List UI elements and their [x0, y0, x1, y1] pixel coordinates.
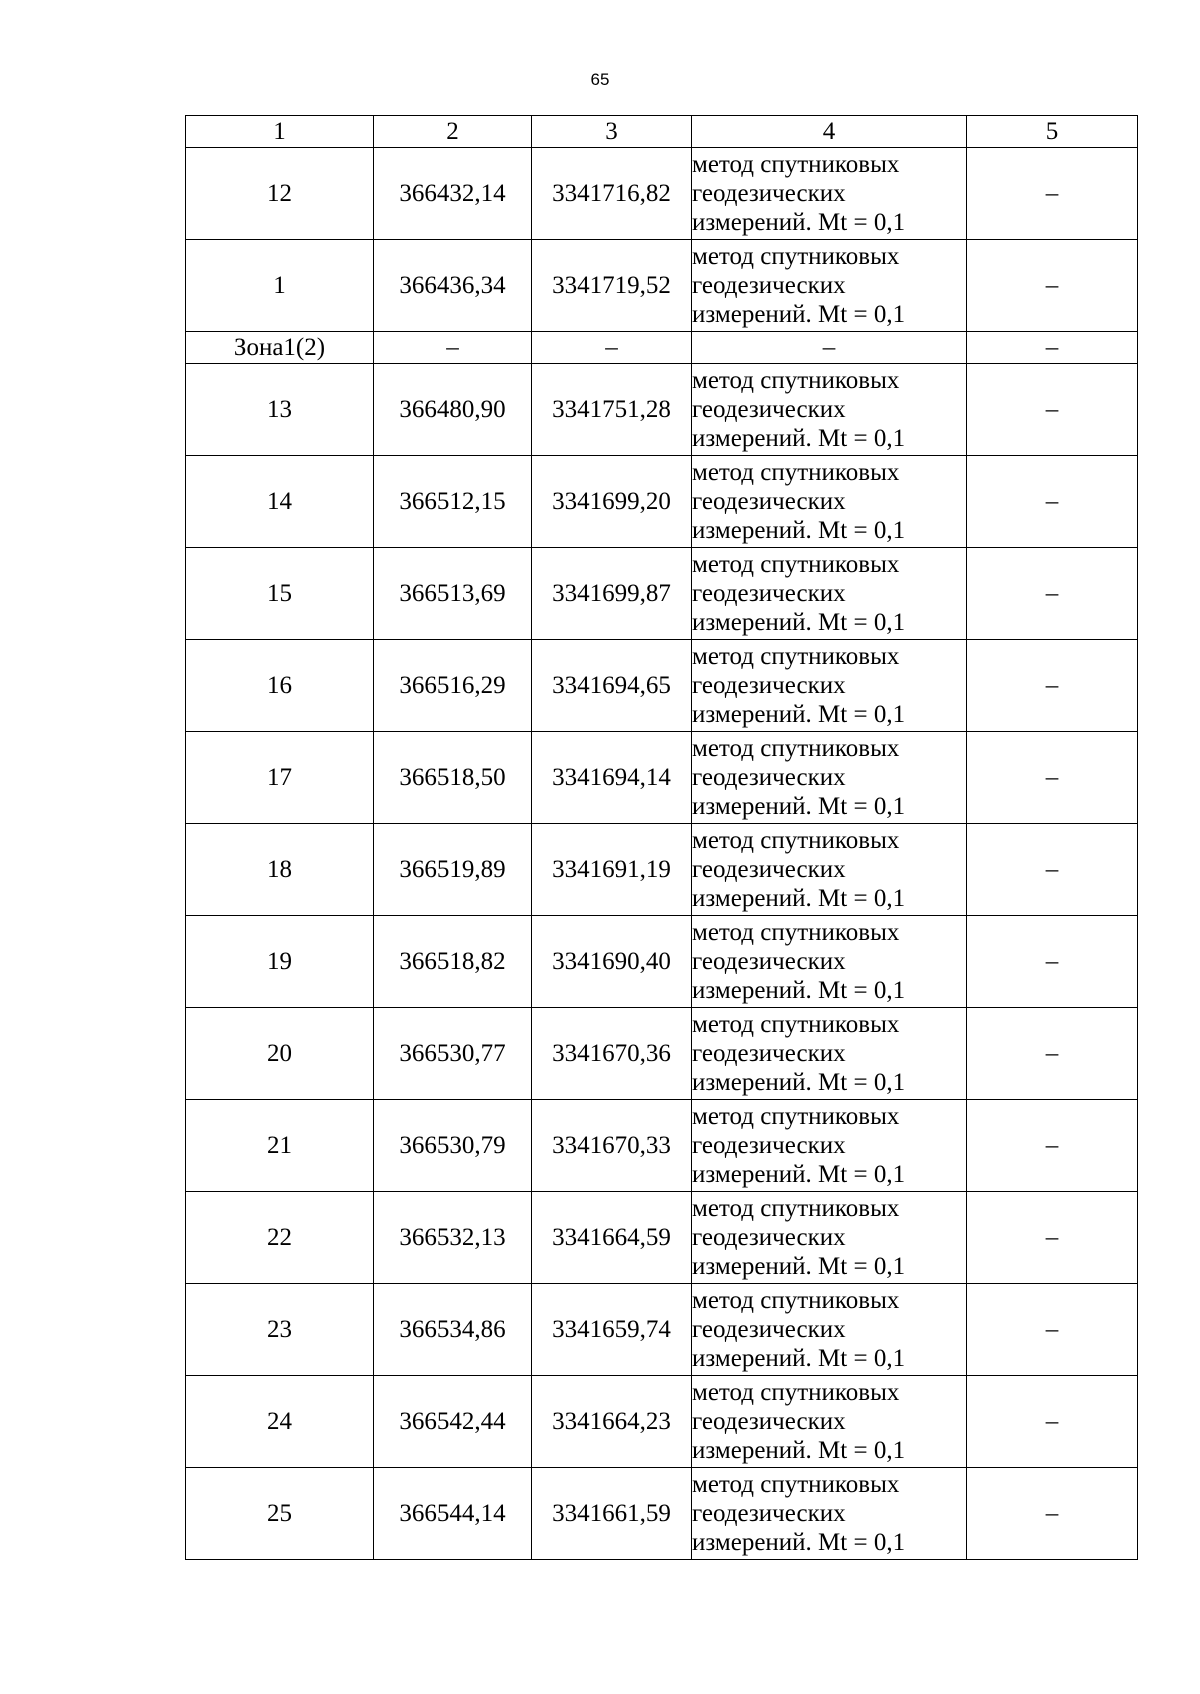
note-cell: –	[967, 1284, 1138, 1376]
method-line: измерений. Mt = 0,1	[692, 1069, 906, 1096]
x-coordinate-cell: 366534,86	[374, 1284, 532, 1376]
note-cell: –	[967, 364, 1138, 456]
column-header: 4	[692, 116, 967, 148]
method-line: геодезических	[692, 272, 846, 299]
method-line: метод спутниковых	[692, 367, 900, 394]
note-cell: –	[967, 1192, 1138, 1284]
note-cell: –	[967, 1376, 1138, 1468]
y-coordinate-cell: 3341670,33	[532, 1100, 692, 1192]
y-coordinate-cell: 3341719,52	[532, 240, 692, 332]
page-number: 65	[590, 70, 610, 89]
x-coordinate-cell: 366518,82	[374, 916, 532, 1008]
y-coordinate-cell: 3341664,23	[532, 1376, 692, 1468]
method-cell	[692, 548, 967, 640]
method-cell	[692, 1008, 967, 1100]
y-coordinate-cell: 3341661,59	[532, 1468, 692, 1560]
point-id-cell: Зона1(2)	[186, 332, 374, 364]
x-coordinate-cell: 366436,34	[374, 240, 532, 332]
x-coordinate-cell: 366519,89	[374, 824, 532, 916]
table-row	[186, 240, 1138, 332]
method-line: геодезических	[692, 488, 846, 515]
note-cell: –	[967, 548, 1138, 640]
column-header: 2	[374, 116, 532, 148]
method-line: геодезических	[692, 180, 846, 207]
method-line: геодезических	[692, 1500, 846, 1527]
method-line: метод спутниковых	[692, 151, 900, 178]
method-line: геодезических	[692, 856, 846, 883]
note-cell: –	[967, 148, 1138, 240]
method-line: измерений. Mt = 0,1	[692, 793, 906, 820]
method-line: измерений. Mt = 0,1	[692, 209, 906, 236]
point-id-cell: 21	[186, 1100, 374, 1192]
point-id-cell: 16	[186, 640, 374, 732]
method-line: метод спутниковых	[692, 643, 900, 670]
y-coordinate-cell: 3341716,82	[532, 148, 692, 240]
point-id-cell: 15	[186, 548, 374, 640]
method-cell	[692, 1468, 967, 1560]
method-cell	[692, 1376, 967, 1468]
method-cell	[692, 240, 967, 332]
method-cell	[692, 1100, 967, 1192]
method-line: геодезических	[692, 948, 846, 975]
column-header: 5	[967, 116, 1138, 148]
method-cell	[692, 1192, 967, 1284]
method-line: метод спутниковых	[692, 735, 900, 762]
table-row	[186, 1192, 1138, 1284]
table-row	[186, 456, 1138, 548]
point-id-cell: 1	[186, 240, 374, 332]
note-cell: –	[967, 332, 1138, 364]
table-row	[186, 1376, 1138, 1468]
method-line: метод спутниковых	[692, 919, 900, 946]
point-id-cell: 14	[186, 456, 374, 548]
table-row	[186, 1468, 1138, 1560]
column-header: 3	[532, 116, 692, 148]
method-line: геодезических	[692, 580, 846, 607]
y-coordinate-cell: 3341699,20	[532, 456, 692, 548]
table-row	[186, 1284, 1138, 1376]
method-cell	[692, 364, 967, 456]
table-row	[186, 364, 1138, 456]
method-line: метод спутниковых	[692, 1011, 900, 1038]
y-coordinate-cell: 3341694,14	[532, 732, 692, 824]
note-cell: –	[967, 640, 1138, 732]
table-row	[186, 824, 1138, 916]
zone-row	[186, 332, 1138, 364]
y-coordinate-cell: 3341691,19	[532, 824, 692, 916]
method-line: геодезических	[692, 1408, 846, 1435]
method-cell: –	[692, 332, 967, 364]
method-line: геодезических	[692, 672, 846, 699]
method-line: измерений. Mt = 0,1	[692, 701, 906, 728]
method-line: измерений. Mt = 0,1	[692, 1345, 906, 1372]
method-line: измерений. Mt = 0,1	[692, 301, 906, 328]
coordinates-table	[185, 115, 1138, 1560]
note-cell: –	[967, 1100, 1138, 1192]
method-line: измерений. Mt = 0,1	[692, 977, 906, 1004]
method-line: геодезических	[692, 1224, 846, 1251]
note-cell: –	[967, 824, 1138, 916]
method-cell	[692, 732, 967, 824]
method-line: геодезических	[692, 1316, 846, 1343]
table-row	[186, 148, 1138, 240]
column-header: 1	[186, 116, 374, 148]
y-coordinate-cell: 3341690,40	[532, 916, 692, 1008]
method-line: измерений. Mt = 0,1	[692, 609, 906, 636]
x-coordinate-cell: 366516,29	[374, 640, 532, 732]
method-cell	[692, 148, 967, 240]
method-line: измерений. Mt = 0,1	[692, 425, 906, 452]
table-row	[186, 916, 1138, 1008]
method-line: измерений. Mt = 0,1	[692, 1161, 906, 1188]
x-coordinate-cell: 366532,13	[374, 1192, 532, 1284]
point-id-cell: 12	[186, 148, 374, 240]
point-id-cell: 13	[186, 364, 374, 456]
table-row	[186, 1008, 1138, 1100]
method-line: измерений. Mt = 0,1	[692, 1253, 906, 1280]
method-cell	[692, 1284, 967, 1376]
x-coordinate-cell: 366544,14	[374, 1468, 532, 1560]
x-coordinate-cell: 366480,90	[374, 364, 532, 456]
x-coordinate-cell: 366432,14	[374, 148, 532, 240]
x-coordinate-cell: 366542,44	[374, 1376, 532, 1468]
method-line: метод спутниковых	[692, 1379, 900, 1406]
method-line: измерений. Mt = 0,1	[692, 517, 906, 544]
method-line: метод спутниковых	[692, 243, 900, 270]
method-line: метод спутниковых	[692, 1287, 900, 1314]
y-coordinate-cell: 3341751,28	[532, 364, 692, 456]
method-line: геодезических	[692, 764, 846, 791]
x-coordinate-cell: 366530,77	[374, 1008, 532, 1100]
method-line: геодезических	[692, 396, 846, 423]
y-coordinate-cell: 3341694,65	[532, 640, 692, 732]
table-row	[186, 1100, 1138, 1192]
x-coordinate-cell: –	[374, 332, 532, 364]
method-cell	[692, 824, 967, 916]
method-line: измерений. Mt = 0,1	[692, 885, 906, 912]
method-line: геодезических	[692, 1132, 846, 1159]
x-coordinate-cell: 366513,69	[374, 548, 532, 640]
method-line: измерений. Mt = 0,1	[692, 1529, 906, 1556]
method-cell	[692, 640, 967, 732]
note-cell: –	[967, 732, 1138, 824]
note-cell: –	[967, 1468, 1138, 1560]
y-coordinate-cell: –	[532, 332, 692, 364]
point-id-cell: 24	[186, 1376, 374, 1468]
note-cell: –	[967, 240, 1138, 332]
x-coordinate-cell: 366530,79	[374, 1100, 532, 1192]
method-cell	[692, 916, 967, 1008]
table-row	[186, 548, 1138, 640]
method-line: метод спутниковых	[692, 1195, 900, 1222]
y-coordinate-cell: 3341664,59	[532, 1192, 692, 1284]
method-cell	[692, 456, 967, 548]
x-coordinate-cell: 366512,15	[374, 456, 532, 548]
method-line: измерений. Mt = 0,1	[692, 1437, 906, 1464]
x-coordinate-cell: 366518,50	[374, 732, 532, 824]
note-cell: –	[967, 456, 1138, 548]
note-cell: –	[967, 1008, 1138, 1100]
point-id-cell: 18	[186, 824, 374, 916]
y-coordinate-cell: 3341659,74	[532, 1284, 692, 1376]
point-id-cell: 20	[186, 1008, 374, 1100]
table-row	[186, 640, 1138, 732]
table-body	[186, 148, 1138, 1560]
method-line: метод спутниковых	[692, 551, 900, 578]
method-line: метод спутниковых	[692, 459, 900, 486]
table-header-row	[186, 116, 1138, 148]
method-line: геодезических	[692, 1040, 846, 1067]
point-id-cell: 22	[186, 1192, 374, 1284]
table-row	[186, 732, 1138, 824]
note-cell: –	[967, 916, 1138, 1008]
point-id-cell: 23	[186, 1284, 374, 1376]
y-coordinate-cell: 3341699,87	[532, 548, 692, 640]
method-line: метод спутниковых	[692, 1103, 900, 1130]
point-id-cell: 19	[186, 916, 374, 1008]
point-id-cell: 17	[186, 732, 374, 824]
method-line: метод спутниковых	[692, 827, 900, 854]
point-id-cell: 25	[186, 1468, 374, 1560]
y-coordinate-cell: 3341670,36	[532, 1008, 692, 1100]
method-line: метод спутниковых	[692, 1471, 900, 1498]
